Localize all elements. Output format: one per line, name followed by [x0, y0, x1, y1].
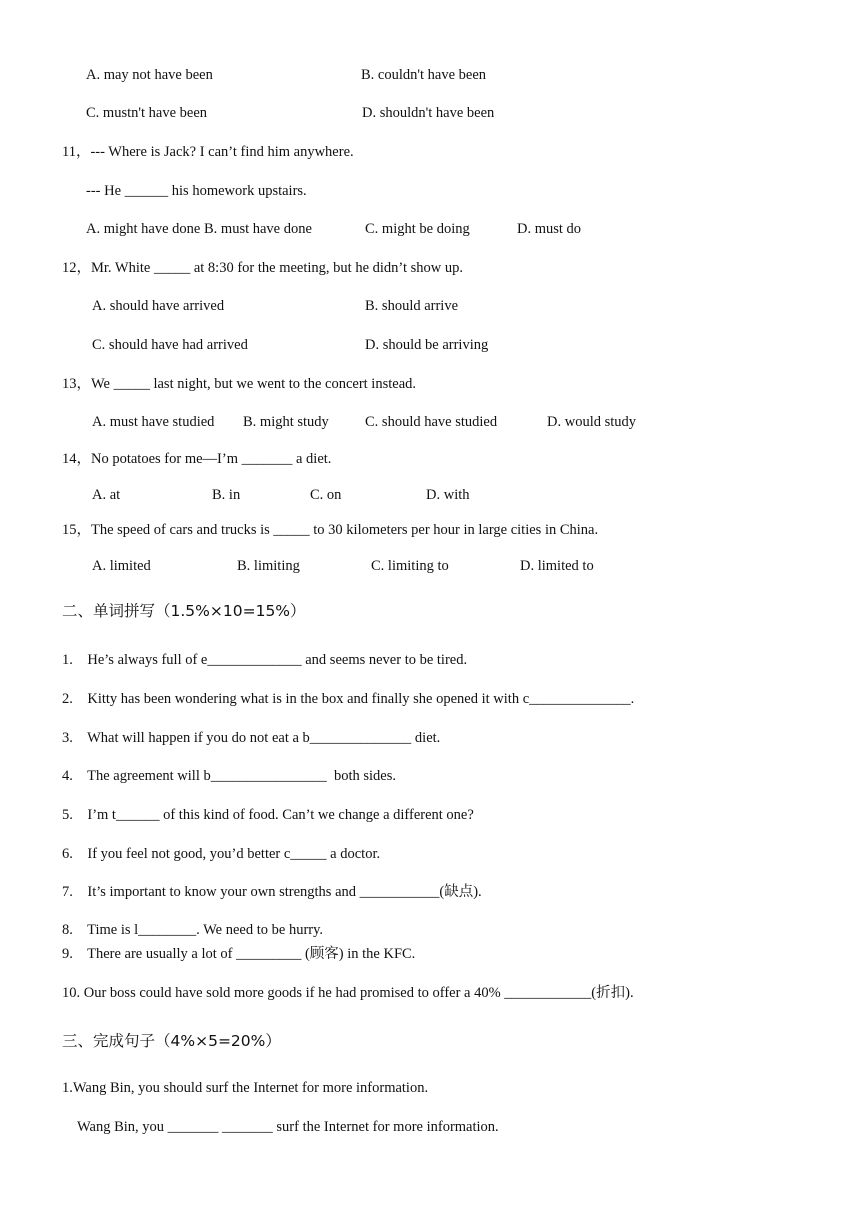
q12-option-b: B. should arrive: [365, 298, 459, 314]
q14-option-b: B. in: [212, 487, 241, 503]
section2-item: 5. I’m t______ of this kind of food. Can’t we change a different one?: [62, 807, 474, 823]
section2-item: 6. If you feel not good, you’d better c_____ a doctor.: [62, 846, 381, 862]
q15-option-a: A. limited: [92, 558, 151, 574]
q10-option-c: C. mustn't have been: [86, 105, 208, 121]
section2-item: 7. It’s important to know your own strengths and ___________(缺点).: [62, 884, 482, 900]
q14-option-a: A. at: [92, 487, 121, 503]
q10-option-d: D. shouldn't have been: [362, 105, 495, 121]
q15-option-c: C. limiting to: [371, 558, 449, 574]
q13-option-d: D. would study: [547, 414, 637, 430]
q12-option-a: A. should have arrived: [92, 298, 225, 314]
q11-stem: 11，--- Where is Jack? I can’t find him anywhere.: [62, 144, 354, 160]
q14-stem: 14，No potatoes for me—I’m _______ a diet.: [62, 451, 332, 467]
q14-option-d: D. with: [426, 487, 470, 503]
q15-option-b: B. limiting: [237, 558, 300, 574]
q14-option-c: C. on: [310, 487, 342, 503]
section2-item: 9. There are usually a lot of _________ (顾客) in the KFC.: [62, 946, 416, 962]
q12-option-d: D. should be arriving: [365, 337, 489, 353]
q15-option-d: D. limited to: [520, 558, 594, 574]
section2-item: 3. What will happen if you do not eat a b______________ diet.: [62, 730, 441, 746]
q12-stem: 12，Mr. White _____ at 8:30 for the meeting, but he didn’t show up.: [62, 260, 463, 276]
q12-option-c: C. should have had arrived: [92, 337, 248, 353]
section2-item: 8. Time is l________. We need to be hurry.: [62, 922, 324, 938]
q13-option-c: C. should have studied: [365, 414, 498, 430]
section2-item: 4. The agreement will b________________ both sides.: [62, 768, 396, 784]
q15-stem: 15，The speed of cars and trucks is _____ to 30 kilometers per hour in large cities in China.: [62, 522, 599, 538]
q13-option-b: B. might study: [243, 414, 329, 430]
q11-option-d: D. must do: [517, 221, 582, 237]
section2-heading: 二、单词拼写（1.5%×10=15%）: [62, 602, 306, 620]
q11-reply: --- He ______ his homework upstairs.: [86, 183, 307, 199]
q11-option-c: C. might be doing: [365, 221, 470, 237]
q10-option-b: B. couldn't have been: [361, 67, 487, 83]
section2-item: 10. Our boss could have sold more goods if he had promised to offer a 40% ____________(折扣).: [62, 985, 634, 1001]
q11-option-ab: A. might have done B. must have done: [86, 221, 312, 237]
section2-item: 1. He’s always full of e_____________ and seems never to be tired.: [62, 652, 468, 668]
q13-stem: 13，We _____ last night, but we went to the concert instead.: [62, 376, 417, 392]
q10-option-a: A. may not have been: [86, 67, 213, 83]
section3-heading: 三、完成句子（4%×5=20%）: [62, 1032, 281, 1050]
section3-q1: 1.Wang Bin, you should surf the Internet for more information.: [62, 1080, 429, 1096]
q13-option-a: A. must have studied: [92, 414, 215, 430]
section3-q1-rewrite: Wang Bin, you _______ _______ surf the Internet for more information.: [77, 1119, 499, 1135]
section2-item: 2. Kitty has been wondering what is in the box and finally she opened it with c______________.: [62, 691, 635, 707]
